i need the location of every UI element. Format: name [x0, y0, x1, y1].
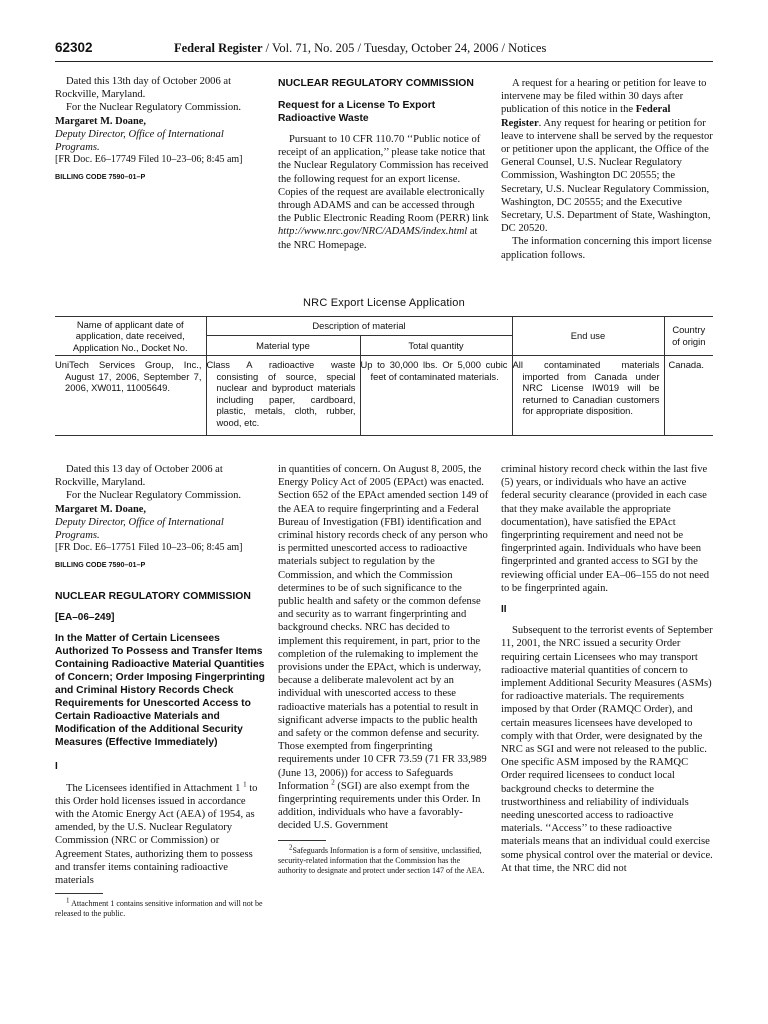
agency-heading: NUCLEAR REGULATORY COMMISSION	[278, 78, 474, 89]
footnote-2	[278, 843, 490, 876]
publication-name: Federal Register	[174, 41, 263, 55]
col-header-applicant: Name of applicant date of application, date received, Application No., Docket No.	[55, 317, 206, 356]
section2-paragraph: Subsequent to the terrorist events of September 11, 2001, the NRC issued a security Order requiring certain Licensees who may transport radioactive material quantities of concern to implement Additional Security Measures (ASMs) for radioactive materials. The requirements imposed by that Order (RAMQC Order), and certain measures licensees have developed to comply with that Order, were designated by the NRC as SGI and were not released to the public. One specific ASM imposed by the RAMQC Order required licensees to conduct local background checks to determine the trustworthiness and reliability of individuals needing unescorted access to radioactive materials. ‘‘Access’’ to these radioactive materials means that an individual could exercise some physical control over the material or device. At that time, the NRC did not	[501, 625, 713, 874]
fr-doc-line-2: [FR Doc. E6–17751 Filed 10–23–06; 8:45 am]	[55, 542, 243, 554]
footnote-ref-2[interactable]: 2	[331, 778, 335, 787]
cell-material-type: Class A radioactive waste consisting of source, special nuclear and byproduct materials including paper, cardboard, plastic, metals, cloth, rubber, wood, etc.	[206, 356, 360, 436]
footnote-1-text: Attachment 1 contains sensitive information and will not be released to the public.	[55, 899, 263, 919]
order-column-2	[278, 463, 490, 876]
signer-name: Margaret M. Doane,	[55, 115, 146, 127]
col2-text: in quantities of concern. On August 8, 2005, the Energy Policy Act of 2005 (EPAct) was enacted. Section 652 of the EPAct amended section 149 of the AEA to require fingerprinting and a Federal Bureau of Investigation (FBI) identification and criminal history records check of any person who is permitted unescorted access to radioactive materials subject to regulation by the Commission, and which the Commission determines to be of such significance to the public health and safety or the common defense and security as to warrant fingerprinting and background checks. NRC has decided to implement this requirement, in part, prior to the completion of the rulemaking to implement the provisions under the EPAct, which is underway, because a deliberate malevolent act by an individual with unescorted access to these radioactive materials has a potential to result in significant adverse impacts to the public health and safety or the common defense and security. Those exempted from fingerprinting requirements under 10 CFR 73.59 (71 FR 33,989 (June 13, 2006)) for access to Safeguards Information	[278, 464, 489, 792]
notice2-column	[278, 77, 490, 252]
cell-total-quantity: Up to 30,000 lbs. Or 5,000 cubic feet of contaminated materials.	[360, 356, 512, 436]
billing-code-2: BILLING CODE 7590–01–P	[55, 560, 146, 570]
footnote-1	[55, 896, 267, 919]
body-text-end: at the NRC Homepage.	[278, 226, 478, 251]
fr-doc-line: [FR Doc. E6–17749 Filed 10–23–06; 8:45 am]	[55, 154, 243, 166]
dated-line-2: Dated this 13 day of October 2006 at Rockville, Maryland.	[55, 464, 223, 489]
footnote-2-mark: 2	[289, 843, 293, 852]
hearing-text: A request for a hearing or petition for leave to intervene may be filed within 30 days after publication of this notice in the	[501, 78, 707, 116]
info-paragraph: The information concerning this import license application follows.	[501, 236, 712, 261]
body-text: Pursuant to 10 CFR 110.70 ‘‘Public notice of receipt of an application,’’ please take notice that the Nuclear Regulatory Commission has received the following request for an export license. Copies of the request are available electronically through ADAMS and can be accessed through the Public Electronic Reading Room (PERR) link	[278, 134, 489, 225]
footnote-2-text: Safeguards Information is a form of sensitive, unclassified, security-related information that the Commission has the authority to designate and protect under section 147 of the AEA.	[278, 845, 485, 875]
for-commission-line: For the Nuclear Regulatory Commission.	[66, 102, 242, 114]
notice2-column-cont	[501, 77, 713, 262]
hearing-text-end: . Any request for hearing or petition for leave to intervene shall be served by the requestor or petitioner upon the applicant, the Office of the General Counsel, U.S. Nuclear Regulatory Commission, Washington DC 20555; the Secretary, U.S. Nuclear Regulatory Commission, Washington, DC 20555; and the Executive Secretary, U.S. Department of State, Washington, DC 20520.	[501, 117, 713, 235]
export-license-table	[55, 316, 713, 436]
col-header-end-use: End use	[512, 317, 664, 356]
footnote-rule-2	[278, 840, 326, 841]
billing-code: BILLING CODE 7590–01–P	[55, 172, 146, 182]
issue-details: / Vol. 71, No. 205 / Tuesday, October 24, 2006 / Notices	[262, 41, 547, 55]
section1-paragraph	[55, 782, 267, 888]
section-heading-1: I	[55, 761, 58, 773]
notice3-and-4-column	[55, 463, 267, 919]
cell-end-use: All contaminated materials imported from Canada under NRC License IW019 will be returned to Canadian customers for appropriate disposition.	[512, 356, 664, 436]
cell-country: Canada.	[664, 356, 713, 436]
signer-name-2: Margaret M. Doane,	[55, 503, 146, 515]
col2-text-end: (SGI) are also exempt from the fingerprinting requirements under this Order. In addition, individuals who have a favorably-decided U.S. Government	[278, 780, 481, 832]
cell-applicant: UniTech Services Group, Inc., August 17, 2006, September 7, 2006, XW011, 11005649.	[55, 356, 206, 436]
federal-register-ref: Federal Register	[501, 104, 671, 129]
hearing-paragraph	[501, 77, 713, 235]
records-check-paragraph: criminal history record check within the last five (5) years, or individuals who have an active federal security clearance (provided in each case that they make available the appropriate documentation), have satisfied the EPAct fingerprinting requirement and need not be fingerprinted again. Individuals who have been fingerprinted and granted access to SGI by the reviewing official under EA–06–155 do not need to be fingerprinted again.	[501, 464, 710, 594]
order-paragraph-cont	[278, 463, 490, 833]
page-number: 62302	[55, 40, 93, 55]
notice-body	[278, 133, 490, 252]
agency-heading-2: NUCLEAR REGULATORY COMMISSION	[55, 591, 251, 603]
order-subject: In the Matter of Certain Licensees Authorized To Possess and Transfer Items Containing Radioactive Material Quantities of Concern; Order Imposing Fingerprinting and Criminal History Records Check Requirements for Unescorted Access to Certain Radioactive Materials and Modification of the Additional Security Measures (Effective Immediately)	[55, 633, 265, 749]
signer-title-2: Deputy Director, Office of International Programs.	[55, 516, 224, 542]
footnote-ref-1[interactable]: 1	[243, 780, 247, 789]
para1-text-end: to this Order hold licenses issued in accordance with the Atomic Energy Act (AEA) of 1954, as amended, by the U.S. Nuclear Regulatory Commission (NRC or Commission) or Agreement States, authorizing them to possess and transfer items containing radioactive materials	[55, 782, 258, 887]
para1-text: The Licensees identified in Attachment 1	[66, 782, 244, 794]
header-rule	[55, 61, 713, 62]
notice1-closing	[55, 75, 253, 183]
footnote-1-mark: 1	[66, 896, 70, 905]
adams-link[interactable]: http://www.nrc.gov/NRC/ADAMS/index.html	[278, 226, 468, 238]
dated-line: Dated this 13th day of October 2006 at Rockville, Maryland.	[55, 76, 232, 101]
for-commission-line-2: For the Nuclear Regulatory Commission.	[66, 490, 242, 502]
page-header	[55, 40, 713, 58]
docket-number: [EA–06–249]	[55, 612, 115, 624]
order-column-3	[501, 463, 713, 875]
notice-subject: Request for a License To Export Radioactive Waste	[278, 100, 436, 124]
running-title	[174, 41, 546, 56]
signer-title: Deputy Director, Office of International Programs.	[55, 128, 224, 154]
col-header-material-type: Material type	[206, 336, 360, 356]
table-title: NRC Export License Application	[303, 297, 465, 309]
col-header-description: Description of material	[206, 317, 512, 336]
footnote-rule	[55, 893, 103, 894]
col-header-country: Country of origin	[664, 317, 713, 356]
col-header-total-quantity: Total quantity	[360, 336, 512, 356]
table-row	[55, 356, 713, 436]
section-heading-2: II	[501, 604, 507, 616]
